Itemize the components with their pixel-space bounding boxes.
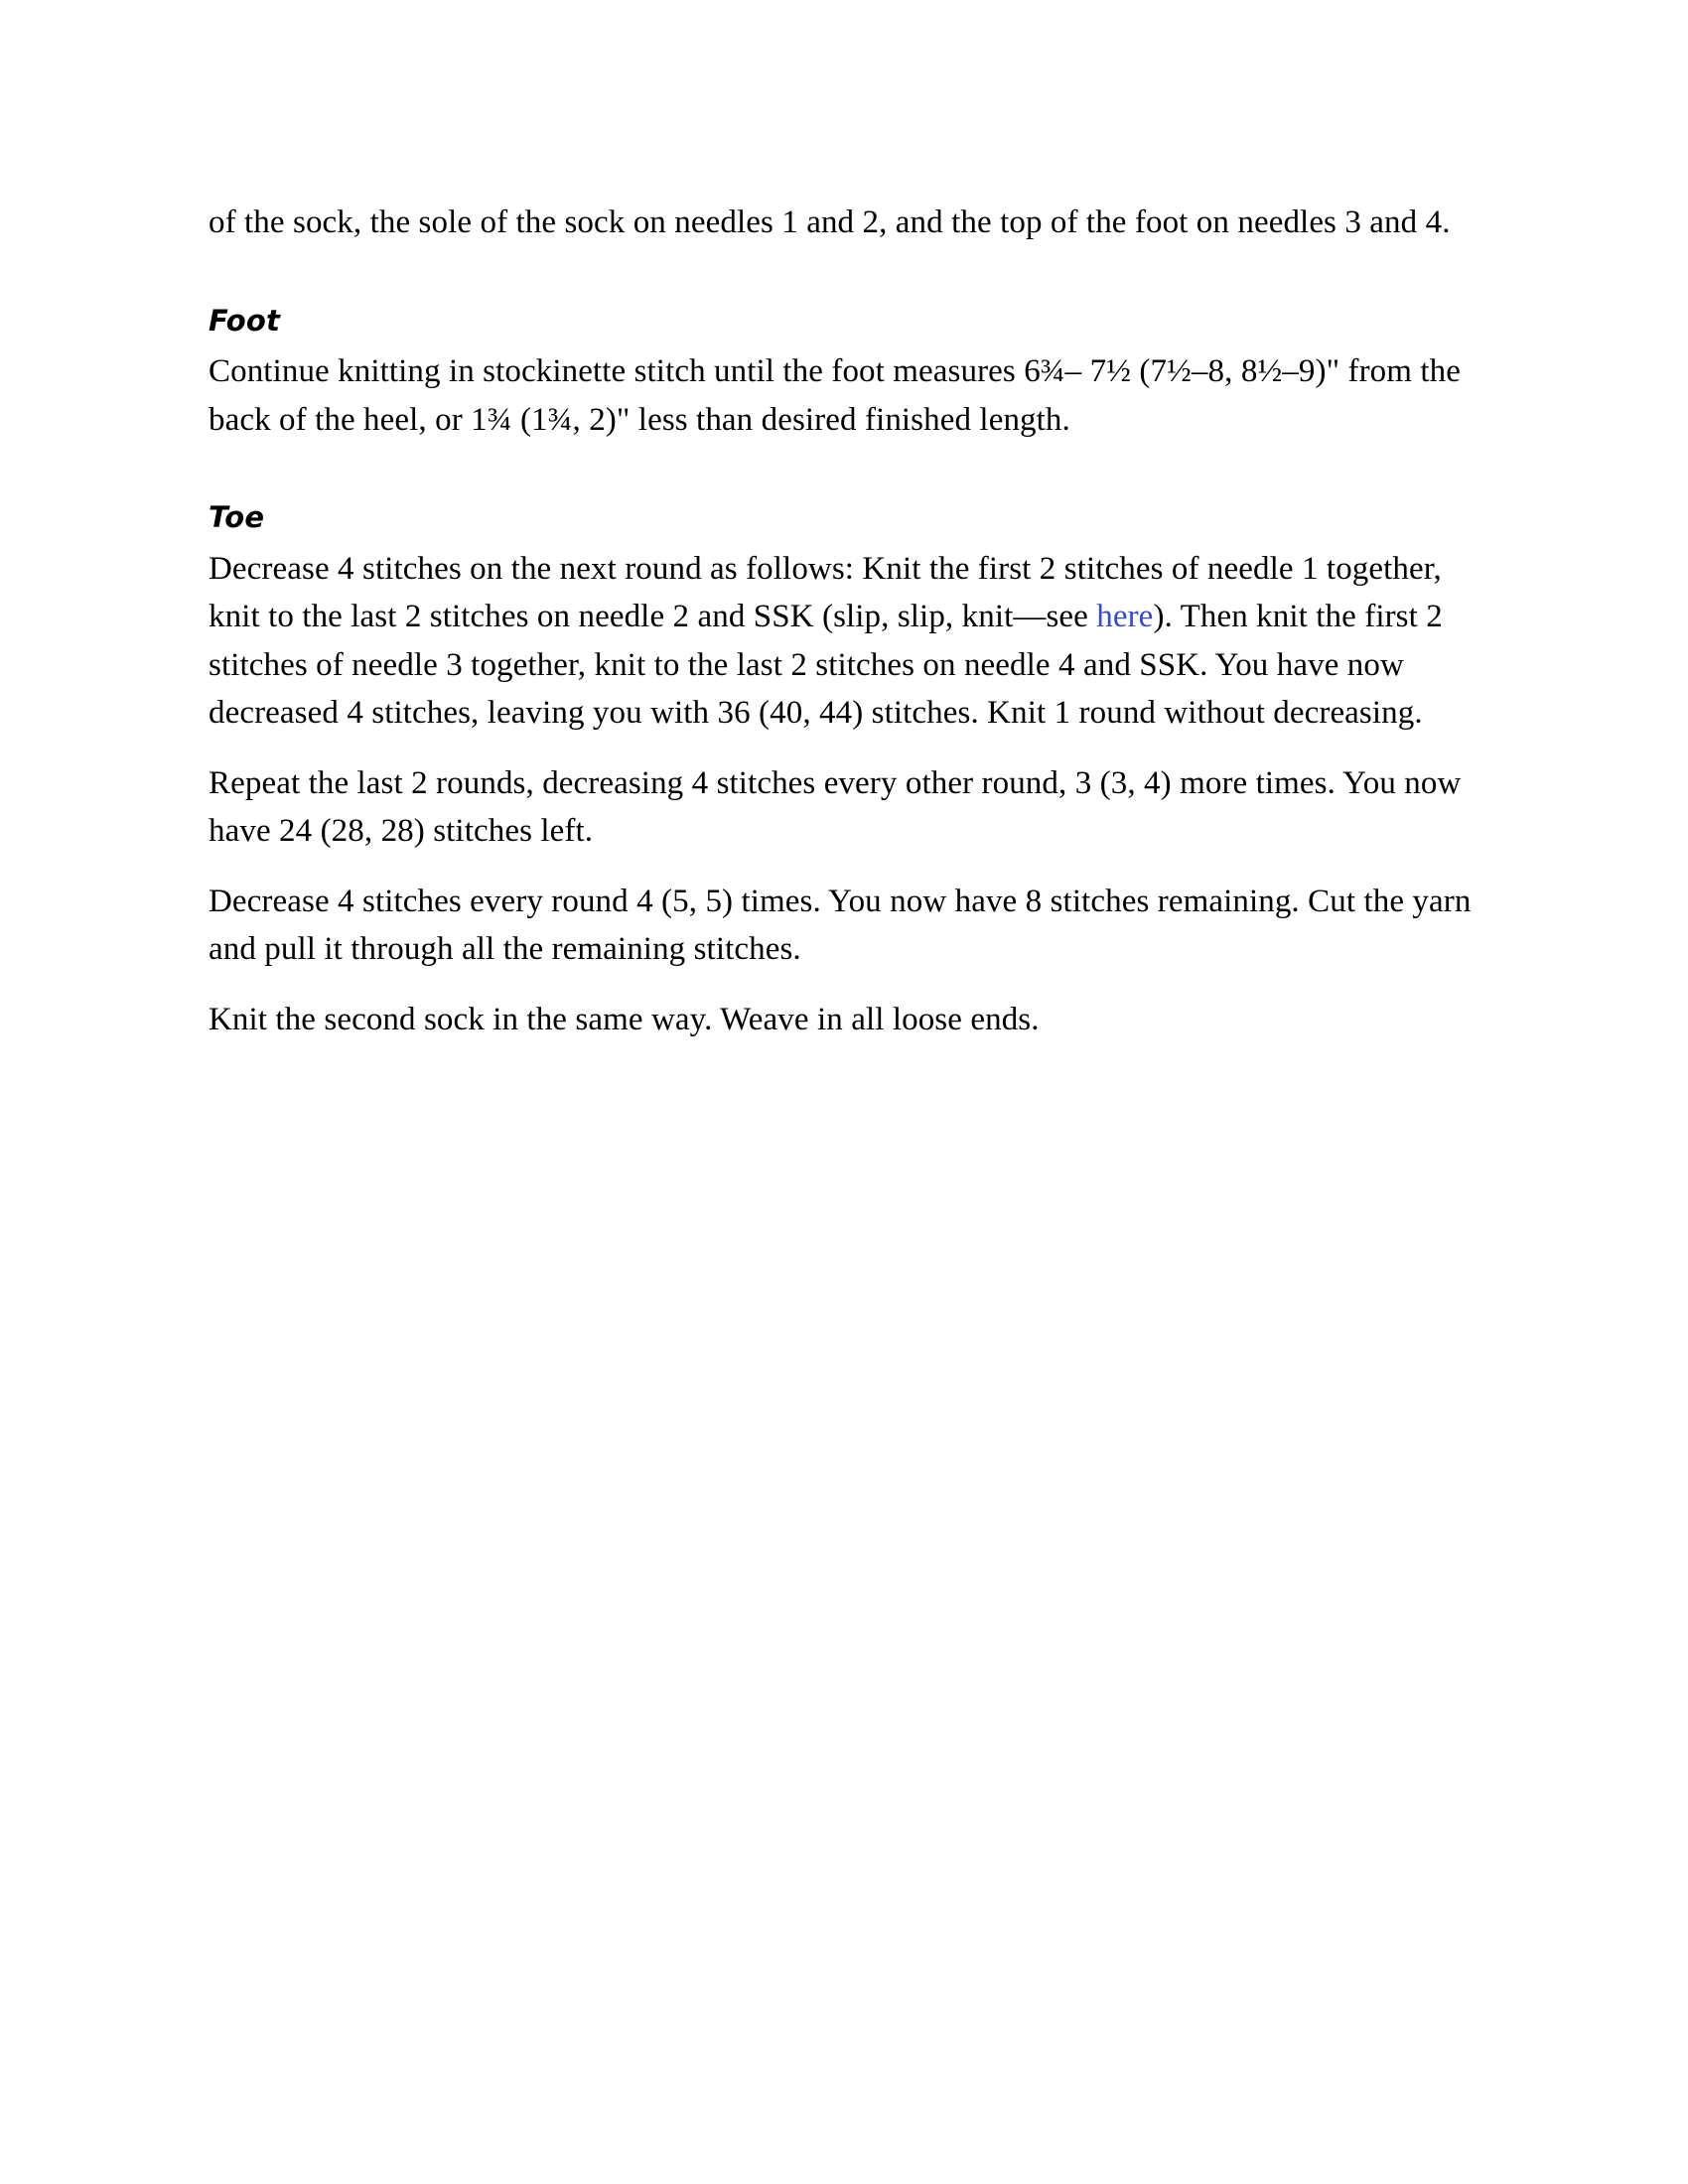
paragraph-toe-1-text-before: Decrease 4 stitches on the next round as follows: Knit the first 2 stitches of needle 1 together, knit to the last 2 stitches on needle 2 and SSK (slip, slip, knit—see [209, 550, 1442, 635]
section-heading-toe: Toe [209, 500, 265, 535]
paragraph-toe-1-text-after: ). Then knit the first 2 stitches of needle 3 together, knit to the last 2 stitches on needle 4 and SSK. You have now decreased 4 stitches, leaving you with 36 (40, 44) stitches. Knit 1 round without decreasing. [209, 599, 1443, 732]
here-link[interactable]: here [1096, 599, 1154, 635]
section-toe [209, 499, 1475, 1043]
paragraph-toe-2: Repeat the last 2 rounds, decreasing 4 stitches every other round, 3 (3, 4) more times. You now have 24 (28, 28) stitches left. [209, 764, 1462, 850]
paragraph-foot-1: Continue knitting in stockinette stitch until the foot measures 6¾– 7½ (7½–8, 8½–9)" from the back of the heel, or 1¾ (1¾, 2)" less than desired finished length. [209, 353, 1462, 438]
paragraph-intro-continued: of the sock, the sole of the sock on needles 1 and 2, and the top of the foot on needles 3 and 4. [209, 205, 1451, 240]
paragraph-toe-1 [209, 545, 1475, 738]
section-heading-foot: Foot [209, 303, 281, 338]
section-foot [209, 303, 1475, 445]
paragraph-toe-3: Decrease 4 stitches every round 4 (5, 5) times. You now have 8 stitches remaining. Cut the yarn and pull it through all the remaining stitches. [209, 883, 1472, 968]
paragraph-toe-4: Knit the second sock in the same way. Weave in all loose ends. [209, 1001, 1040, 1037]
